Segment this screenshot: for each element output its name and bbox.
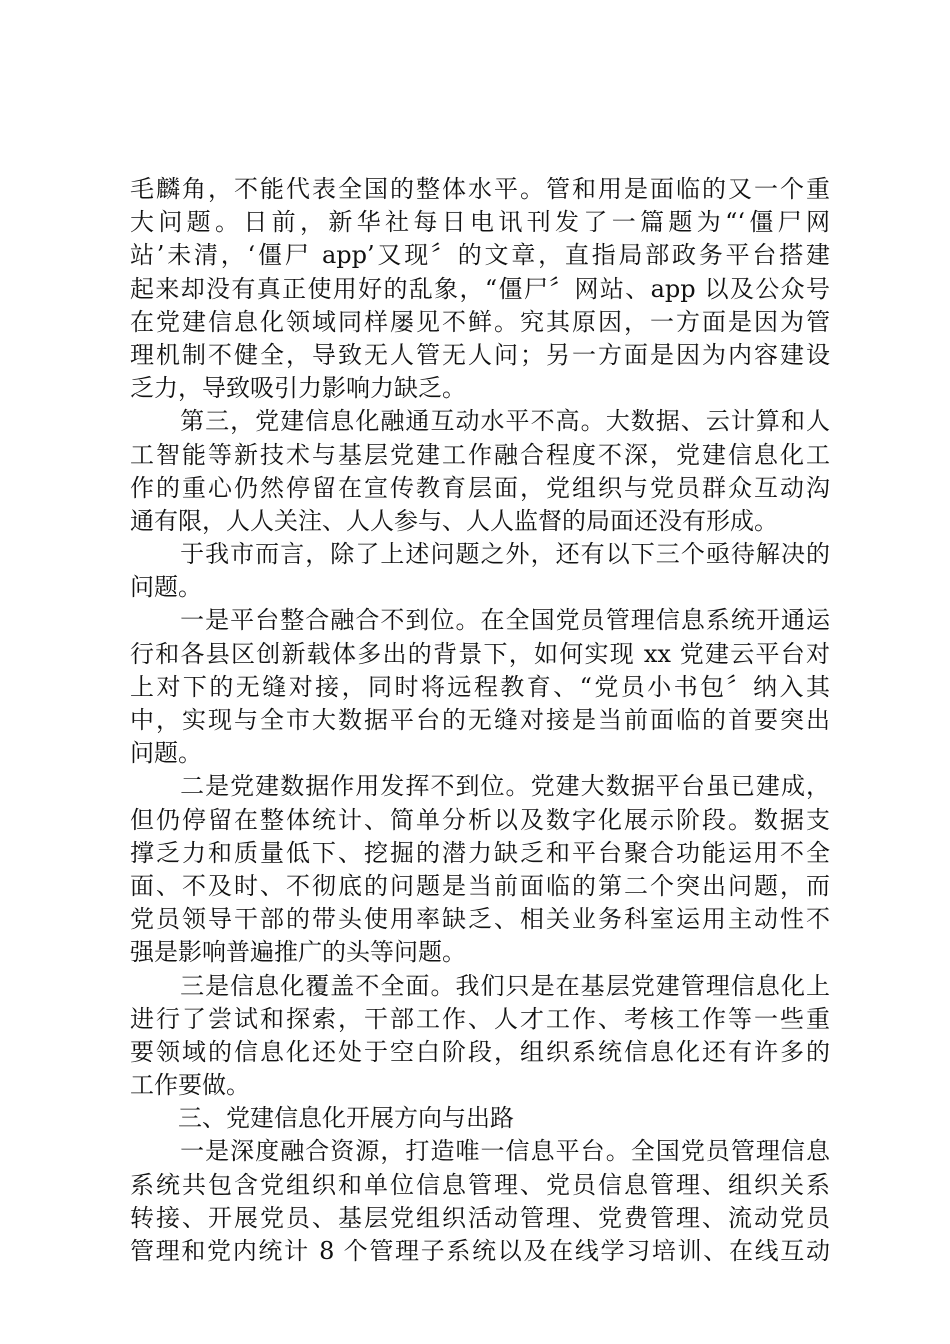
text-line: 工智能等新技术与基层党建工作融合程度不深，党建信息化工 <box>130 440 830 469</box>
text-line: 第三，党建信息化融通互动水平不高。大数据、云计算和人 <box>130 407 830 436</box>
text-line: 党员领导干部的带头使用率缺乏、相关业务科室运用主动性不 <box>130 905 830 934</box>
text-line: 但仍停留在整体统计、简单分析以及数字化展示阶段。数据支 <box>130 805 830 834</box>
text-line: 转接、开展党员、基层党组织活动管理、党费管理、流动党员 <box>130 1203 830 1232</box>
text-line: 强是影响普遍推广的头等问题。 <box>130 938 466 967</box>
text-line: 二是党建数据作用发挥不到位。党建大数据平台虽已建成， <box>130 772 830 801</box>
text-line: 行和各县区创新载体多出的背景下，如何实现 xx 党建云平台对 <box>130 639 830 668</box>
text-line: 一是平台整合融合不到位。在全国党员管理信息系统开通运 <box>130 606 830 635</box>
text-line: 问题。 <box>130 739 202 768</box>
text-line: 要领域的信息化还处于空白阶段，组织系统信息化还有许多的 <box>130 1037 830 1066</box>
text-line: 站’未清，‘僵尸 app’又现〞的文章，直指局部政务平台搭建 <box>130 241 830 270</box>
text-line: 管理和党内统计 8 个管理子系统以及在线学习培训、在线互动 <box>130 1237 830 1265</box>
text-line: 理机制不健全，导致无人管无人问；另一方面是因为内容建设 <box>130 340 830 369</box>
text-line: 作的重心仍然停留在宣传教育层面，党组织与党员群众互动沟 <box>130 473 830 502</box>
text-line: 乏力，导致吸引力影响力缺乏。 <box>130 374 466 403</box>
text-line: 起来却没有真正使用好的乱象，“僵尸〞网站、app 以及公众号 <box>130 274 830 303</box>
text-line: 问题。 <box>130 573 202 602</box>
text-line: 进行了尝试和探索，干部工作、人才工作、考核工作等一些重 <box>130 1004 830 1033</box>
text-line: 工作要做。 <box>130 1071 250 1100</box>
text-line: 毛麟角，不能代表全国的整体水平。管和用是面临的又一个重 <box>130 175 830 203</box>
text-line: 大问题。日前，新华社每日电讯刊发了一篇题为“‘僵尸网 <box>130 208 830 237</box>
text-line: 三是信息化覆盖不全面。我们只是在基层党建管理信息化上 <box>130 971 830 1000</box>
text-line: 面、不及时、不彻底的问题是当前面临的第二个突出问题，而 <box>130 871 830 900</box>
text-line: 在党建信息化领域同样屡见不鲜。究其原因，一方面是因为管 <box>130 307 830 336</box>
text-line: 通有限，人人关注、人人参与、人人监督的局面还没有形成。 <box>130 506 778 535</box>
text-line: 系统共包含党组织和单位信息管理、党员信息管理、组织关系 <box>130 1170 830 1199</box>
text-line: 三、党建信息化开展方向与出路 <box>130 1104 514 1133</box>
text-line: 于我市而言，除了上述问题之外，还有以下三个亟待解决的 <box>130 540 830 569</box>
text-line: 上对下的无缝对接，同时将远程教育、“党员小书包〞纳入其 <box>130 672 830 701</box>
text-line: 中，实现与全市大数据平台的无缝对接是当前面临的首要突出 <box>130 706 830 734</box>
document-body <box>130 173 830 1268</box>
text-line: 撑乏力和质量低下、挖掘的潜力缺乏和平台聚合功能运用不全 <box>130 838 830 867</box>
text-line: 一是深度融合资源，打造唯一信息平台。全国党员管理信息 <box>130 1137 830 1166</box>
